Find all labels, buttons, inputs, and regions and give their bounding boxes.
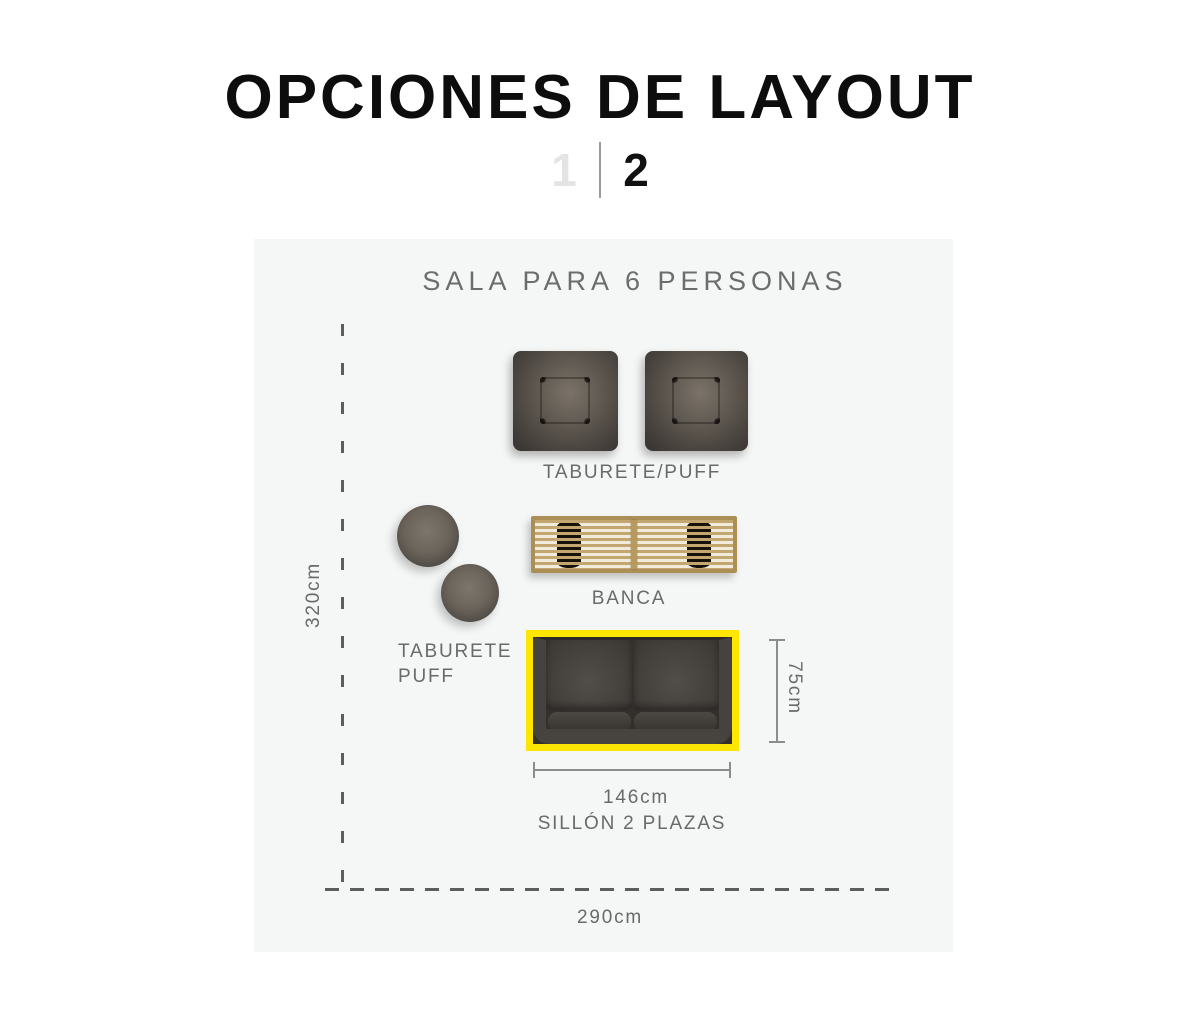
sofa-depth-dimension-line: [776, 639, 778, 743]
sofa-width-dimension-cap-right: [729, 762, 731, 778]
round-puffs-label-line1: TABURETE: [398, 641, 513, 662]
sofa-depth-dimension-cap-top: [769, 639, 785, 641]
layout-pagination: [0, 136, 1200, 204]
square-puff-1: [513, 351, 618, 451]
room-width-dimension-label: 290cm: [576, 907, 644, 928]
pagination-page-2[interactable]: 2: [623, 144, 649, 196]
sofa-label: SILLÓN 2 PLAZAS: [537, 813, 727, 834]
sofa-width-dimension-line: [533, 769, 731, 771]
round-puff-1: [397, 505, 459, 567]
square-puffs-label: TABURETE/PUFF: [542, 462, 722, 483]
panel-heading: SALA PARA 6 PERSONAS: [422, 266, 848, 296]
bench-center-divider: [631, 520, 637, 569]
square-puff-tufting: [540, 377, 589, 424]
sofa-depth-dimension-cap-bottom: [769, 741, 785, 743]
room-height-dimension-label: 320cm: [303, 561, 324, 629]
page-title: OPCIONES DE LAYOUT: [224, 63, 976, 132]
sofa-width-dimension-cap-left: [533, 762, 535, 778]
square-puff-tufting: [672, 377, 720, 424]
round-puffs-label-line2: PUFF: [398, 666, 455, 687]
round-puffs-label: [398, 639, 512, 689]
sofa-highlight-frame: [526, 630, 739, 751]
pagination-page-1[interactable]: 1: [551, 144, 577, 196]
bench-label: BANCA: [591, 588, 667, 609]
sofa-armrest-rim: [533, 637, 732, 744]
bench: [531, 516, 737, 573]
room-boundary-horizontal-dashed-line: [325, 888, 893, 891]
round-puff-2: [441, 564, 499, 622]
two-seat-sofa: [533, 637, 732, 744]
pagination-divider: [599, 142, 601, 198]
sofa-depth-dimension-label: 75cm: [784, 661, 805, 715]
sofa-width-dimension-label: 146cm: [602, 787, 670, 808]
square-puff-2: [645, 351, 748, 451]
room-boundary-vertical-dashed-line: [341, 324, 344, 908]
